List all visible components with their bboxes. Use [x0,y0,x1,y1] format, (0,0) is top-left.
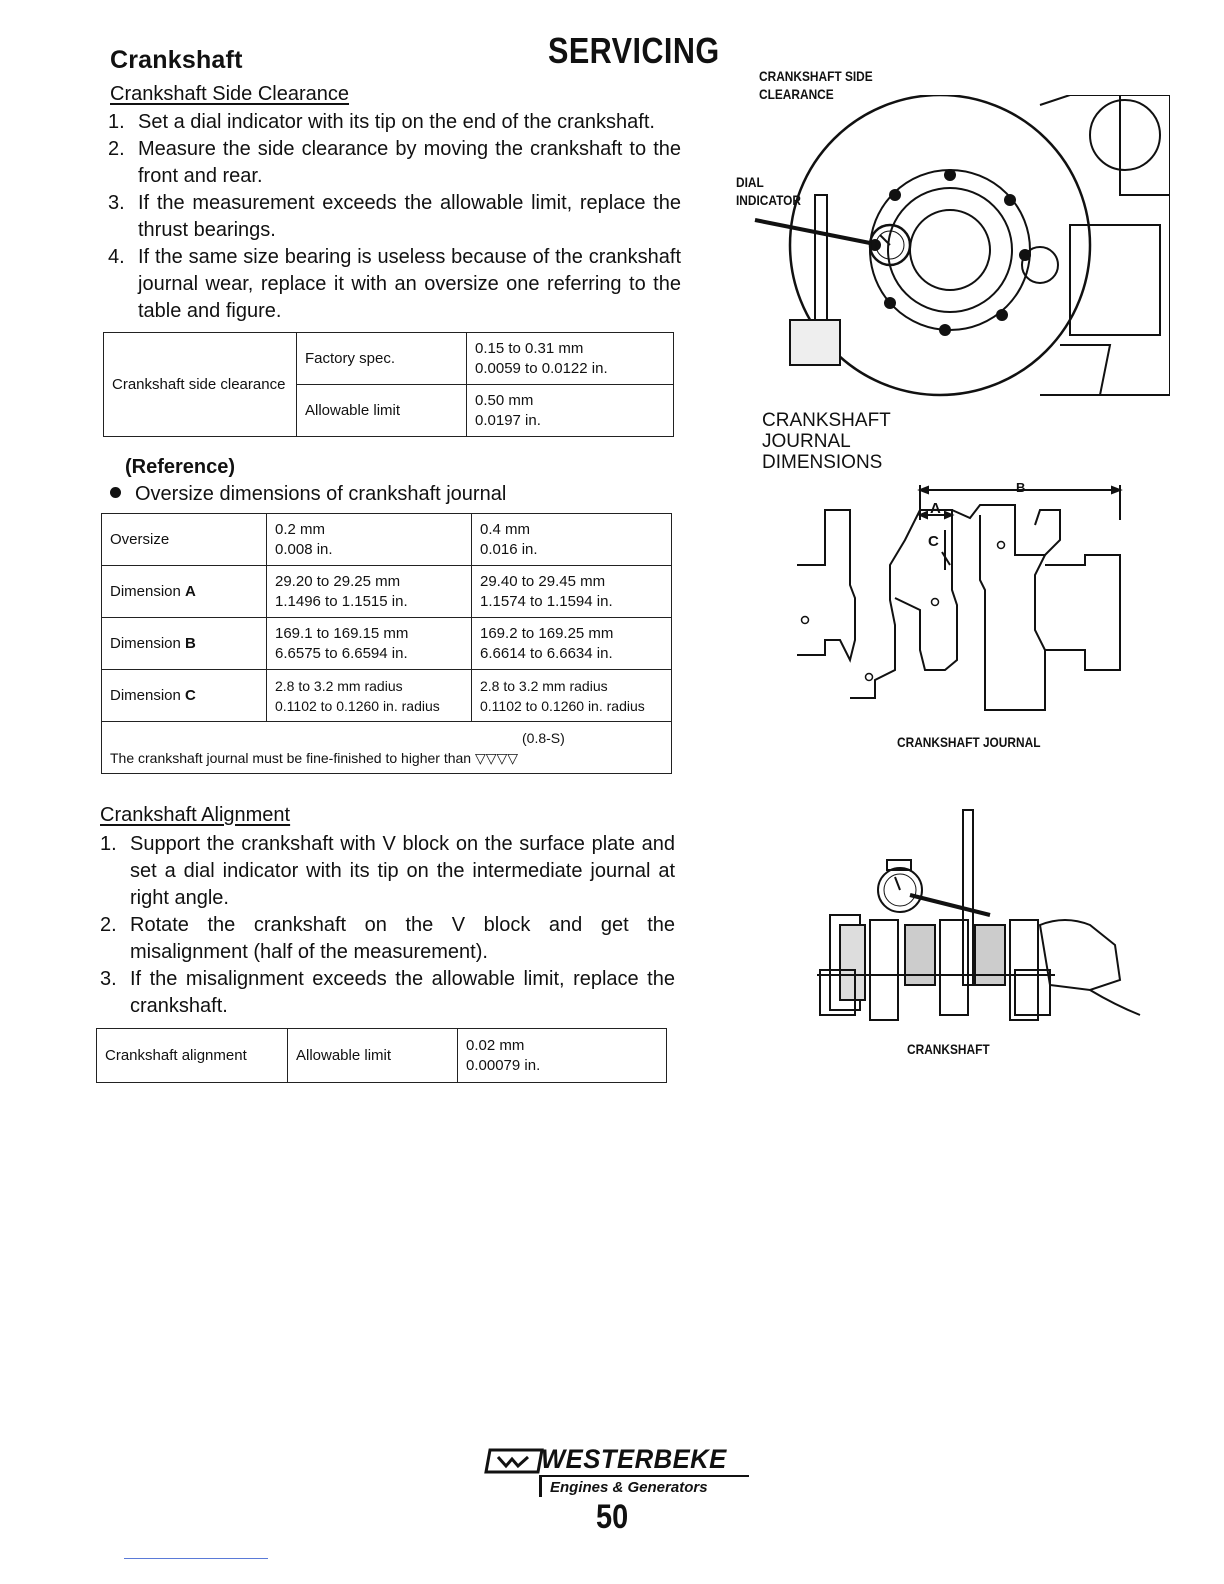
table-cell: 169.2 to 169.25 mm 6.6614 to 6.6634 in. [472,618,672,670]
section-title: Crankshaft [110,46,243,74]
step-item: 3. If the misalignment exceeds the allowable limit, replace the crankshaft. [100,968,675,1017]
table-cell: Dimension C [102,670,267,722]
journal-caption: CRANKSHAFT JOURNAL [897,734,1041,750]
journal-dims-label: CRANKSHAFT JOURNAL DIMENSIONS [762,410,891,473]
reference-title: (Reference) [125,456,236,478]
dimension-b-label: B [1016,480,1026,495]
table-cell: Allowable limit [297,385,467,437]
dimension-c-label: C [928,533,939,550]
table-cell: Dimension A [102,566,267,618]
table-cell: 2.8 to 3.2 mm radius 0.1102 to 0.1260 in. radius [472,670,672,722]
table-cell: Oversize [102,514,267,566]
table-cell: 0.02 mm 0.00079 in. [458,1029,667,1083]
side-clearance-steps [108,109,681,325]
logo-bar [539,1475,542,1497]
step-item: 4. If the same size bearing is useless because of the crankshaft journal wear, replace it with an oversize one referring to the table and figure. [108,246,681,322]
alignment-heading: Crankshaft Alignment [100,804,291,826]
oversize-table [101,513,672,774]
side-clearance-table [103,332,674,437]
table-cell: 169.1 to 169.15 mm 6.6575 to 6.6594 in. [267,618,472,670]
step-item: 2. Rotate the crankshaft on the V block and get the misalignment (half of the measurement). [100,914,675,963]
bottom-rule [124,1558,268,1559]
table-row [102,514,672,566]
reference-bullet: Oversize dimensions of crankshaft journal [110,483,506,506]
table-cell: Dimension B [102,618,267,670]
table-cell: Factory spec. [297,333,467,385]
table-cell: Crankshaft alignment [97,1029,288,1083]
dimension-a-label: A [930,500,941,517]
crankshaft-alignment-illustration [815,805,1145,1035]
table-cell: 29.40 to 29.45 mm 1.1574 to 1.1594 in. [472,566,672,618]
table-row [102,618,672,670]
table-row [102,722,672,774]
page-header: SERVICING [548,30,720,71]
table-cell: Crankshaft side clearance [104,333,297,437]
bullet-icon [110,487,121,498]
table-cell: 0.4 mm 0.016 in. [472,514,672,566]
step-item: 1. Set a dial indicator with its tip on the end of the crankshaft. [108,111,655,133]
side-clearance-label: CRANKSHAFT SIDE CLEARANCE [759,68,873,102]
table-cell: 0.50 mm 0.0197 in. [467,385,674,437]
journal-dimensions-diagram [795,480,1140,720]
brand-tagline: Engines & Generators [550,1479,708,1496]
table-row [102,566,672,618]
alignment-table [96,1028,667,1083]
table-cell: 0.2 mm 0.008 in. [267,514,472,566]
logo-rule [539,1475,749,1477]
table-footnote: (0.8-S) The crankshaft journal must be fine-finished to higher than ▽▽▽▽ [102,722,672,774]
step-item: 1. Support the crankshaft with V block on the surface plate and set a dial indicator with its tip on the intermediate journal at right angle. [100,833,675,909]
table-row [102,670,672,722]
step-item: 2. Measure the side clearance by moving the crankshaft to the front and rear. [108,138,681,187]
table-cell: 2.8 to 3.2 mm radius 0.1102 to 0.1260 in. radius [267,670,472,722]
table-cell: 0.15 to 0.31 mm 0.0059 to 0.0122 in. [467,333,674,385]
westerbeke-logo [484,1444,749,1498]
step-item: 3. If the measurement exceeds the allowable limit, replace the thrust bearings. [108,192,681,241]
brand-name: WESTERBEKE [541,1444,727,1474]
table-cell: Allowable limit [288,1029,458,1083]
w-logo-icon [484,1448,544,1474]
page-number: 50 [596,1498,629,1536]
side-clearance-illustration [740,95,1170,400]
table-cell: 29.20 to 29.25 mm 1.1496 to 1.1515 in. [267,566,472,618]
crankshaft-caption: CRANKSHAFT [907,1041,990,1057]
dial-indicator-label: DIAL INDICATOR [736,174,802,208]
alignment-steps [100,831,675,1020]
side-clearance-heading: Crankshaft Side Clearance [110,83,350,105]
